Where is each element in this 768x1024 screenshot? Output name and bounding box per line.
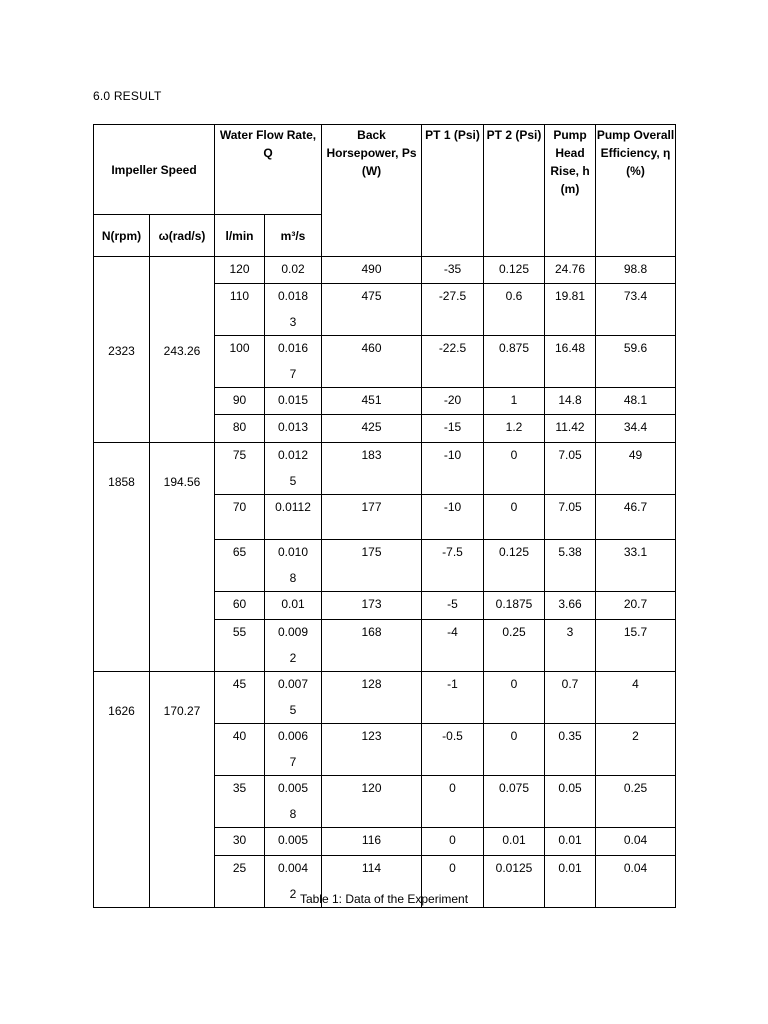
cell-pt1-value: -15	[443, 420, 462, 434]
cell-pt1-value: -10	[443, 448, 462, 462]
cell-m3s-value: 0.01	[281, 597, 305, 611]
cell-pt1-value: 0	[449, 833, 456, 847]
cell-pt2-value: 0.1875	[495, 597, 533, 611]
cell-pt1-value: 0	[449, 781, 456, 795]
cell-eff	[596, 592, 676, 620]
header-row-upper	[94, 125, 676, 215]
cell-pt1-value: -27.5	[438, 289, 467, 303]
cell-h-value: 0.7	[561, 677, 579, 691]
cell-h	[545, 443, 596, 495]
cell-eff-value: 34.4	[623, 420, 648, 434]
cell-pt2	[484, 620, 545, 672]
header-water-flow	[215, 125, 322, 215]
cell-rpm-value: 1858	[108, 475, 135, 489]
cell-pt2-value: 0.075	[498, 781, 530, 795]
cell-ps	[322, 672, 422, 724]
cell-ps-value: 168	[361, 625, 382, 639]
cell-pt2-value: 0.875	[498, 341, 530, 355]
cell-ps	[322, 388, 422, 415]
cell-lmin-value: 45	[232, 677, 247, 691]
cell-lmin-value: 60	[232, 597, 247, 611]
cell-ps-value: 177	[361, 500, 382, 514]
cell-m3s	[265, 540, 322, 592]
cell-ps-value: 183	[361, 448, 382, 462]
cell-h-value: 19.81	[554, 289, 586, 303]
cell-pt1-value: -5	[447, 597, 458, 611]
cell-lmin-value: 90	[232, 393, 247, 407]
cell-ps-value: 120	[361, 781, 382, 795]
cell-h-value: 24.76	[554, 262, 586, 276]
cell-h-value: 16.48	[554, 341, 586, 355]
cell-eff-value: 15.7	[623, 625, 648, 639]
cell-pt2-value: 0.25	[502, 625, 526, 639]
cell-pt1	[422, 724, 484, 776]
cell-m3s-value: 0.0092	[277, 625, 309, 665]
cell-omega	[150, 672, 215, 908]
cell-pt1	[422, 284, 484, 336]
cell-pt2-value: 1	[510, 393, 518, 407]
cell-ps-value: 425	[361, 420, 382, 434]
cell-lmin	[215, 388, 265, 415]
cell-h	[545, 495, 596, 540]
cell-eff-value: 49	[628, 448, 643, 462]
cell-h	[545, 828, 596, 856]
cell-ps-value: 116	[361, 833, 382, 847]
cell-eff	[596, 388, 676, 415]
cell-ps-value: 451	[361, 393, 382, 407]
header-pt2	[484, 125, 545, 257]
cell-lmin	[215, 336, 265, 388]
cell-pt1-value: 0	[449, 861, 456, 875]
cell-pt2	[484, 257, 545, 284]
cell-m3s-value: 0.02	[281, 262, 305, 276]
cell-m3s-value: 0.0167	[277, 341, 309, 381]
cell-pt1	[422, 336, 484, 388]
cell-h-value: 0.01	[558, 861, 582, 875]
cell-m3s	[265, 495, 322, 540]
cell-m3s-value: 0.0075	[277, 677, 309, 717]
cell-eff	[596, 724, 676, 776]
cell-lmin-value: 65	[232, 545, 247, 559]
cell-pt2	[484, 495, 545, 540]
cell-lmin-value: 70	[232, 500, 247, 514]
table-row	[94, 672, 676, 724]
cell-rpm-value: 2323	[108, 344, 135, 358]
cell-h	[545, 592, 596, 620]
cell-ps-value: 475	[361, 289, 382, 303]
cell-pt2-value: 0.0125	[495, 861, 533, 875]
cell-pt1	[422, 388, 484, 415]
cell-ps	[322, 828, 422, 856]
cell-lmin-value: 110	[229, 289, 250, 303]
cell-lmin	[215, 540, 265, 592]
cell-eff-value: 4	[632, 677, 639, 691]
cell-h	[545, 388, 596, 415]
cell-pt2	[484, 672, 545, 724]
cell-eff	[596, 828, 676, 856]
cell-ps	[322, 415, 422, 443]
cell-m3s	[265, 776, 322, 828]
cell-pt2-value: 0	[510, 677, 518, 691]
cell-eff	[596, 776, 676, 828]
cell-pt1	[422, 415, 484, 443]
cell-lmin	[215, 495, 265, 540]
cell-h-value: 7.05	[558, 448, 582, 462]
cell-lmin	[215, 443, 265, 495]
cell-h	[545, 257, 596, 284]
cell-eff	[596, 672, 676, 724]
header-efficiency	[596, 125, 676, 257]
cell-h	[545, 724, 596, 776]
cell-h-value: 3	[566, 625, 574, 639]
cell-h	[545, 415, 596, 443]
cell-ps-value: 114	[361, 861, 382, 875]
cell-pt1	[422, 592, 484, 620]
cell-pt2	[484, 540, 545, 592]
cell-pt2	[484, 592, 545, 620]
cell-ps	[322, 620, 422, 672]
cell-m3s-value: 0.015	[277, 393, 309, 407]
cell-eff-value: 98.8	[623, 262, 648, 276]
cell-lmin-value: 75	[232, 448, 247, 462]
cell-pt1	[422, 672, 484, 724]
cell-pt2-value: 0	[510, 448, 518, 462]
cell-lmin-value: 55	[232, 625, 247, 639]
cell-eff	[596, 620, 676, 672]
cell-h-value: 0.05	[558, 781, 582, 795]
header-m3s: m³/s	[265, 215, 322, 257]
cell-ps	[322, 495, 422, 540]
cell-ps-value: 173	[361, 597, 382, 611]
header-water-flow-label: Water Flow Rate, Q	[219, 128, 317, 160]
cell-pt1-value: -1	[447, 677, 458, 691]
cell-pt2-value: 0.125	[498, 545, 530, 559]
cell-m3s-value: 0.0112	[275, 500, 311, 514]
table-row	[94, 443, 676, 495]
cell-m3s-value: 0.013	[277, 420, 309, 434]
cell-pt2	[484, 828, 545, 856]
cell-eff	[596, 336, 676, 388]
cell-pt2-value: 0	[510, 500, 518, 514]
cell-h	[545, 540, 596, 592]
header-pump-head	[545, 125, 596, 257]
header-pt1	[422, 125, 484, 257]
cell-ps-value: 490	[361, 262, 382, 276]
cell-m3s-value: 0.0183	[277, 289, 309, 329]
cell-lmin	[215, 776, 265, 828]
results-table	[93, 124, 676, 908]
cell-ps-value: 123	[361, 729, 382, 743]
cell-h-value: 3.66	[558, 597, 582, 611]
header-nrpm: N(rpm)	[94, 215, 150, 257]
cell-lmin	[215, 592, 265, 620]
cell-m3s	[265, 620, 322, 672]
cell-pt2	[484, 443, 545, 495]
cell-ps	[322, 540, 422, 592]
cell-h-value: 11.42	[555, 420, 585, 434]
cell-eff	[596, 415, 676, 443]
cell-pt2	[484, 336, 545, 388]
cell-omega-value: 194.56	[163, 475, 201, 489]
cell-ps	[322, 257, 422, 284]
header-lmin: l/min	[215, 215, 265, 257]
cell-lmin-value: 40	[232, 729, 247, 743]
cell-m3s	[265, 724, 322, 776]
header-back-horsepower-label: Back Horsepower, Ps (W)	[326, 128, 417, 178]
cell-lmin-value: 100	[229, 341, 250, 355]
cell-pt1	[422, 620, 484, 672]
header-pump-head-label: Pump Head Rise, h (m)	[550, 128, 590, 196]
cell-ps-value: 128	[361, 677, 382, 691]
cell-omega-value: 243.26	[163, 344, 201, 358]
table-caption: Table 1: Data of the Experiment	[299, 892, 469, 906]
cell-pt1-value: -35	[443, 262, 462, 276]
cell-pt1	[422, 257, 484, 284]
cell-lmin-value: 80	[232, 420, 247, 434]
cell-eff-value: 48.1	[623, 393, 648, 407]
cell-rpm-value: 1626	[108, 704, 135, 718]
cell-lmin	[215, 415, 265, 443]
cell-eff-value: 0.04	[623, 833, 648, 847]
header-impeller-speed: Impeller Speed	[94, 125, 215, 215]
cell-m3s-value: 0.005	[277, 833, 309, 847]
cell-eff-value: 0.04	[623, 861, 648, 875]
table-row	[94, 257, 676, 284]
cell-eff-value: 73.4	[623, 289, 648, 303]
cell-lmin-value: 120	[229, 262, 250, 276]
cell-eff	[596, 284, 676, 336]
cell-lmin	[215, 672, 265, 724]
cell-pt2-value: 0.125	[498, 262, 530, 276]
cell-rpm	[94, 257, 150, 443]
cell-pt2-value: 1.2	[505, 420, 523, 434]
cell-lmin	[215, 284, 265, 336]
header-efficiency-label: Pump Overall Efficiency, η (%)	[596, 128, 675, 178]
cell-eff-value: 59.6	[623, 341, 648, 355]
cell-h	[545, 776, 596, 828]
cell-lmin-value: 25	[232, 861, 247, 875]
cell-omega	[150, 257, 215, 443]
cell-pt1-value: -20	[443, 393, 462, 407]
section-heading: 6.0 RESULT	[93, 89, 162, 103]
cell-pt1	[422, 540, 484, 592]
cell-pt2	[484, 284, 545, 336]
cell-lmin	[215, 620, 265, 672]
cell-pt1-value: -7.5	[442, 545, 463, 559]
cell-lmin-value: 35	[232, 781, 247, 795]
cell-h-value: 5.38	[558, 545, 582, 559]
header-pt1-label: PT 1 (Psi)	[425, 128, 480, 142]
cell-pt2	[484, 776, 545, 828]
cell-ps-value: 460	[361, 341, 382, 355]
cell-ps-value: 175	[361, 545, 382, 559]
cell-eff	[596, 257, 676, 284]
cell-pt1	[422, 495, 484, 540]
cell-h-value: 14.8	[558, 393, 582, 407]
table-body	[94, 257, 676, 908]
cell-pt2-value: 0.6	[505, 289, 523, 303]
cell-m3s-value: 0.0108	[277, 545, 309, 585]
cell-pt2-value: 0.01	[502, 833, 526, 847]
cell-ps	[322, 776, 422, 828]
cell-h-value: 0.35	[558, 729, 582, 743]
cell-m3s	[265, 336, 322, 388]
cell-lmin	[215, 828, 265, 856]
cell-m3s	[265, 672, 322, 724]
cell-ps	[322, 724, 422, 776]
cell-rpm	[94, 672, 150, 908]
cell-h	[545, 336, 596, 388]
cell-pt1	[422, 443, 484, 495]
cell-ps	[322, 443, 422, 495]
cell-eff-value: 0.25	[623, 781, 648, 795]
cell-pt1	[422, 828, 484, 856]
cell-m3s	[265, 284, 322, 336]
cell-pt2	[484, 415, 545, 443]
cell-h-value: 7.05	[558, 500, 582, 514]
cell-rpm	[94, 443, 150, 672]
cell-m3s-value: 0.0067	[277, 729, 309, 769]
cell-eff-value: 2	[632, 729, 639, 743]
cell-ps	[322, 284, 422, 336]
cell-pt2	[484, 388, 545, 415]
header-pt2-label: PT 2 (Psi)	[486, 128, 542, 142]
cell-eff-value: 20.7	[623, 597, 648, 611]
cell-h	[545, 284, 596, 336]
cell-pt2-value: 0	[510, 729, 518, 743]
cell-pt1-value: -4	[447, 625, 458, 639]
cell-eff	[596, 495, 676, 540]
cell-eff-value: 46.7	[623, 500, 648, 514]
cell-m3s-value: 0.0125	[277, 448, 309, 488]
cell-pt1-value: -22.5	[438, 341, 467, 355]
cell-h	[545, 620, 596, 672]
cell-eff	[596, 443, 676, 495]
cell-h-value: 0.01	[558, 833, 582, 847]
cell-lmin	[215, 257, 265, 284]
cell-ps	[322, 592, 422, 620]
cell-pt1	[422, 776, 484, 828]
cell-h	[545, 672, 596, 724]
cell-lmin	[215, 724, 265, 776]
cell-m3s	[265, 443, 322, 495]
cell-m3s-value: 0.0042	[277, 861, 309, 901]
cell-eff	[596, 540, 676, 592]
header-omega: ω(rad/s)	[150, 215, 215, 257]
cell-omega-value: 170.27	[163, 704, 201, 718]
cell-pt1-value: -0.5	[442, 729, 463, 743]
cell-pt1-value: -10	[443, 500, 462, 514]
cell-pt2	[484, 724, 545, 776]
cell-lmin-value: 30	[232, 833, 247, 847]
cell-omega	[150, 443, 215, 672]
cell-eff-value: 33.1	[623, 545, 648, 559]
header-back-horsepower	[322, 125, 422, 257]
cell-ps	[322, 336, 422, 388]
cell-m3s-value: 0.0058	[277, 781, 309, 821]
